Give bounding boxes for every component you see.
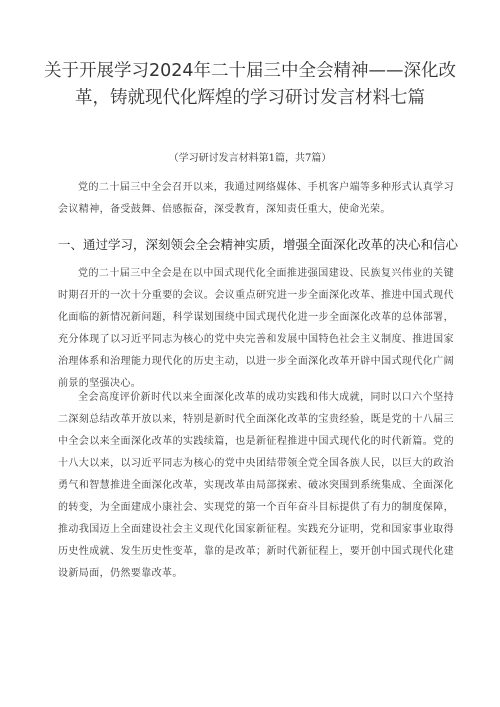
document-title: 关于开展学习2024年二十届三中全会精神——深化改革，铸就现代化辉煌的学习研讨发言材料七篇 xyxy=(43,61,457,108)
body-paragraph: 党的二十届三中全会是在以中国式现代化全面推进强国建设、民族复兴伟业的关键时期召开的一次十分重要的会议。会议重点研究进一步全面深化改革、推进中国式现代化面临的新情况新问题，科学谋划围绕中国式现代化进一步全面深化改革的总体部署，充分体现了以习近平同志为核心的党中央完善和发展中国特色社会主义制度、推进国家治理体系和治理能力现代化的历史主动，以进一步全面深化改革开辟中国式现代化广阔前景的坚强决心。 xyxy=(58,268,454,389)
section-heading: 一、通过学习，深刻领会全会精神实质，增强全面深化改革的决心和信心 xyxy=(58,237,459,252)
document-subtitle: （学习研讨发言材料第1篇，共7篇） xyxy=(168,153,332,164)
intro-paragraph: 党的二十届三中全会召开以来，我通过网络媒体、手机客户端等多种形式认真学习会议精神，备受鼓舞、倍感振奋，深受教育，深知责任重大，使命光荣。 xyxy=(58,182,454,215)
body-paragraph: 全会高度评价新时代以来全面深化改革的成功实践和伟大成就，同时以口六个坚持二深刻总结改革开放以来，特别是新时代全面深化改革的宝贵经验，既是党的十八届三中全会以来全面深化改革的实践续篇，也是新征程推进中国式现代化的时代新篇。党的十八大以来，以习近平同志为核心的党中央团结带领全党全国各族人民，以巨大的政治勇气和智慧推进全面深化改革，实现改革由局部探索、破冰突围到系统集成、全面深化的转变，为全面建成小康社会、实现党的第一个百年奋斗目标提供了有力的制度保障，推动我国迈上全面建设社会主义现代化国家新征程。实践充分证明，党和国家事业取得历史性成就、发生历史性变革，靠的是改革；新时代新征程上，要开创中国式现代化建设新局面，仍然要靠改革。 xyxy=(58,392,454,579)
